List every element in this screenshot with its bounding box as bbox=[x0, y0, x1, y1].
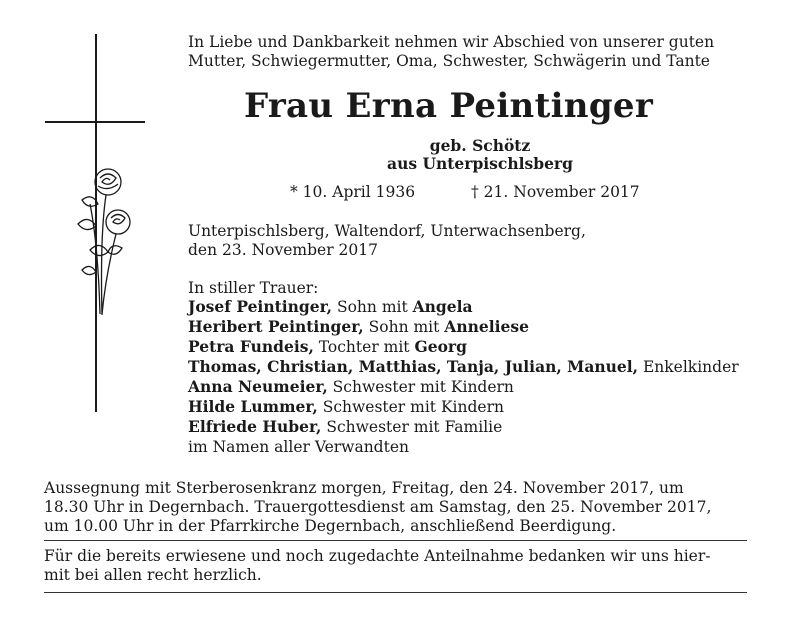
mourner-row bbox=[188, 418, 502, 436]
mourner-row bbox=[188, 398, 504, 416]
mourner-relation: Sohn mit bbox=[332, 298, 413, 316]
roses-icon bbox=[60, 160, 140, 320]
place-line-1: Unterpischlsberg, Waltendorf, Unterwachsenberg, bbox=[188, 222, 586, 240]
mourner-name: Anna Neumeier, bbox=[188, 377, 328, 396]
mourner-name: Elfriede Huber, bbox=[188, 417, 322, 436]
mourner-relation: Sohn mit bbox=[363, 318, 445, 336]
divider bbox=[44, 592, 747, 593]
mourner-partner: Georg bbox=[414, 337, 467, 356]
service-line-2: 18.30 Uhr in Degernbach. Trauergottesdienst am Samstag, den 25. November 2017, bbox=[44, 498, 712, 516]
maiden-name: geb. Schötz bbox=[429, 136, 531, 155]
service-line-3: um 10.00 Uhr in der Pfarrkirche Degernbach, anschließend Beerdigung. bbox=[44, 517, 617, 535]
birth-date: * 10. April 1936 bbox=[290, 183, 416, 201]
mourner-name: Heribert Peintinger, bbox=[188, 317, 364, 336]
death-date: † 21. November 2017 bbox=[471, 183, 640, 201]
mourner-relation: Schwester mit Familie bbox=[321, 418, 503, 436]
mourner-row bbox=[188, 318, 529, 336]
relatives-line: im Namen aller Verwandten bbox=[188, 438, 409, 456]
mourner-name: Josef Peintinger, bbox=[188, 297, 333, 316]
mourner-row bbox=[188, 378, 514, 396]
cross-horizontal bbox=[45, 121, 145, 123]
mourner-name: Thomas, Christian, Matthias, Tanja, Julian, Manuel, bbox=[188, 357, 639, 376]
mourner-row bbox=[188, 358, 739, 376]
intro-line-2: Mutter, Schwiegermutter, Oma, Schwester, Schwägerin und Tante bbox=[188, 52, 710, 70]
intro-line-1: In Liebe und Dankbarkeit nehmen wir Abschied von unserer guten bbox=[188, 33, 715, 51]
mourner-relation: Schwester mit Kindern bbox=[317, 398, 504, 416]
thanks-line-2: mit bei allen recht herzlich. bbox=[44, 566, 262, 584]
mourner-relation: Enkelkinder bbox=[638, 358, 739, 376]
mourner-relation: Schwester mit Kindern bbox=[327, 378, 514, 396]
mourner-partner: Angela bbox=[412, 297, 473, 316]
deceased-name: Frau Erna Peintinger bbox=[244, 86, 654, 126]
mourner-row bbox=[188, 338, 467, 356]
divider bbox=[44, 540, 747, 541]
service-line-1: Aussegnung mit Sterberosenkranz morgen, Freitag, den 24. November 2017, um bbox=[44, 479, 684, 497]
mourner-relation: Tochter mit bbox=[313, 338, 415, 356]
place-line-2: den 23. November 2017 bbox=[188, 241, 378, 259]
origin: aus Unterpischlsberg bbox=[387, 154, 573, 173]
mourner-partner: Anneliese bbox=[444, 317, 529, 336]
thanks-line-1: Für die bereits erwiesene und noch zugedachte Anteilnahme bedanken wir uns hier- bbox=[44, 547, 711, 565]
mourner-name: Petra Fundeis, bbox=[188, 337, 314, 356]
mourners-heading: In stiller Trauer: bbox=[188, 279, 319, 297]
mourner-name: Hilde Lummer, bbox=[188, 397, 318, 416]
mourner-row bbox=[188, 298, 473, 316]
